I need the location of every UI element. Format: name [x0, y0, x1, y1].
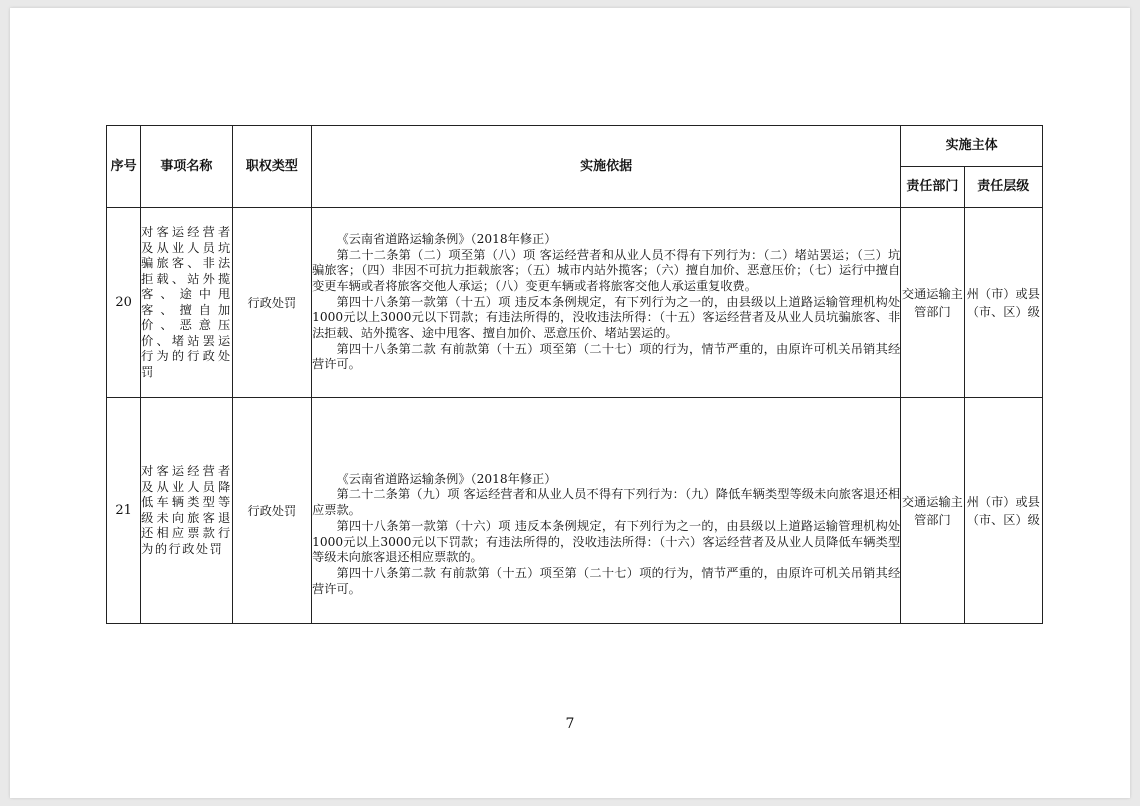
legal-basis — [312, 208, 901, 398]
responsible-dept: 交通运输主管部门 — [901, 208, 964, 398]
basis-paragraph: 第四十八条第一款第（十五）项 违反本条例规定，有下列行为之一的，由县级以上道路运输管理机构处1000元以上3000元以下罚款；有违法所得的，没收违法所得：（十五）客运经营者及从业人员坑骗旅客、非法拒载、站外揽客、途中甩客、擅自加价、恶意压价、堵站罢运的。 — [312, 294, 901, 341]
header-dept: 责任部门 — [901, 167, 964, 208]
legal-basis — [312, 398, 901, 624]
header-name: 事项名称 — [141, 126, 232, 208]
item-name: 对客运经营者及从业人员降低车辆类型等级未向旅客退还相应票款行为的行政处罚 — [141, 398, 232, 624]
header-basis: 实施依据 — [312, 126, 901, 208]
responsible-level: 州（市）或县（市、区）级 — [964, 208, 1042, 398]
basis-paragraph: 第二十二条第（九）项 客运经营者和从业人员不得有下列行为：（九）降低车辆类型等级未向旅客退还相应票款。 — [312, 487, 901, 518]
authority-type: 行政处罚 — [232, 398, 311, 624]
row-number: 21 — [107, 398, 141, 624]
responsible-level: 州（市）或县（市、区）级 — [964, 398, 1042, 624]
item-name: 对客运经营者及从业人员坑骗旅客、非法拒载、站外揽客、途中甩客、擅自加价、恶意压价、堵站罢运行为的行政处罚 — [141, 208, 232, 398]
document-page — [10, 8, 1130, 798]
header-no: 序号 — [107, 126, 141, 208]
table-row — [107, 398, 1043, 624]
header-type: 职权类型 — [232, 126, 311, 208]
page-number: 7 — [565, 716, 575, 732]
basis-paragraph: 第四十八条第一款第（十六）项 违反本条例规定，有下列行为之一的，由县级以上道路运输管理机构处1000元以上3000元以下罚款；有违法所得的，没收违法所得：（十六）客运经营者及从业人员降低车辆类型等级未向旅客退还相应票款的。 — [312, 518, 901, 565]
responsible-dept: 交通运输主管部门 — [901, 398, 964, 624]
basis-paragraph: 第四十八条第二款 有前款第（十五）项至第（二十七）项的行为，情节严重的，由原许可机关吊销其经营许可。 — [312, 565, 901, 596]
table-row — [107, 208, 1043, 398]
basis-paragraph: 《云南省道路运输条例》（2018年修正） — [336, 231, 557, 246]
basis-paragraph: 《云南省道路运输条例》（2018年修正） — [336, 471, 557, 486]
header-subject: 实施主体 — [901, 126, 1043, 167]
basis-paragraph: 第二十二条第（二）项至第（八）项 客运经营者和从业人员不得有下列行为：（二）堵站罢运；（三）坑骗旅客；（四）非因不可抗力拒载旅客；（五）城市内站外揽客；（六）擅自加价、恶意压价；（七）运行中擅自变更车辆或者将旅客交他人承运；（八）变更车辆或者将旅客交他人承运重复收费。 — [312, 247, 901, 293]
authority-type: 行政处罚 — [232, 208, 311, 398]
header-level: 责任层级 — [964, 167, 1042, 208]
row-number: 20 — [107, 208, 141, 398]
regulation-table — [106, 125, 1043, 624]
basis-paragraph: 第四十八条第二款 有前款第（十五）项至第（二十七）项的行为，情节严重的，由原许可机关吊销其经营许可。 — [312, 341, 901, 372]
